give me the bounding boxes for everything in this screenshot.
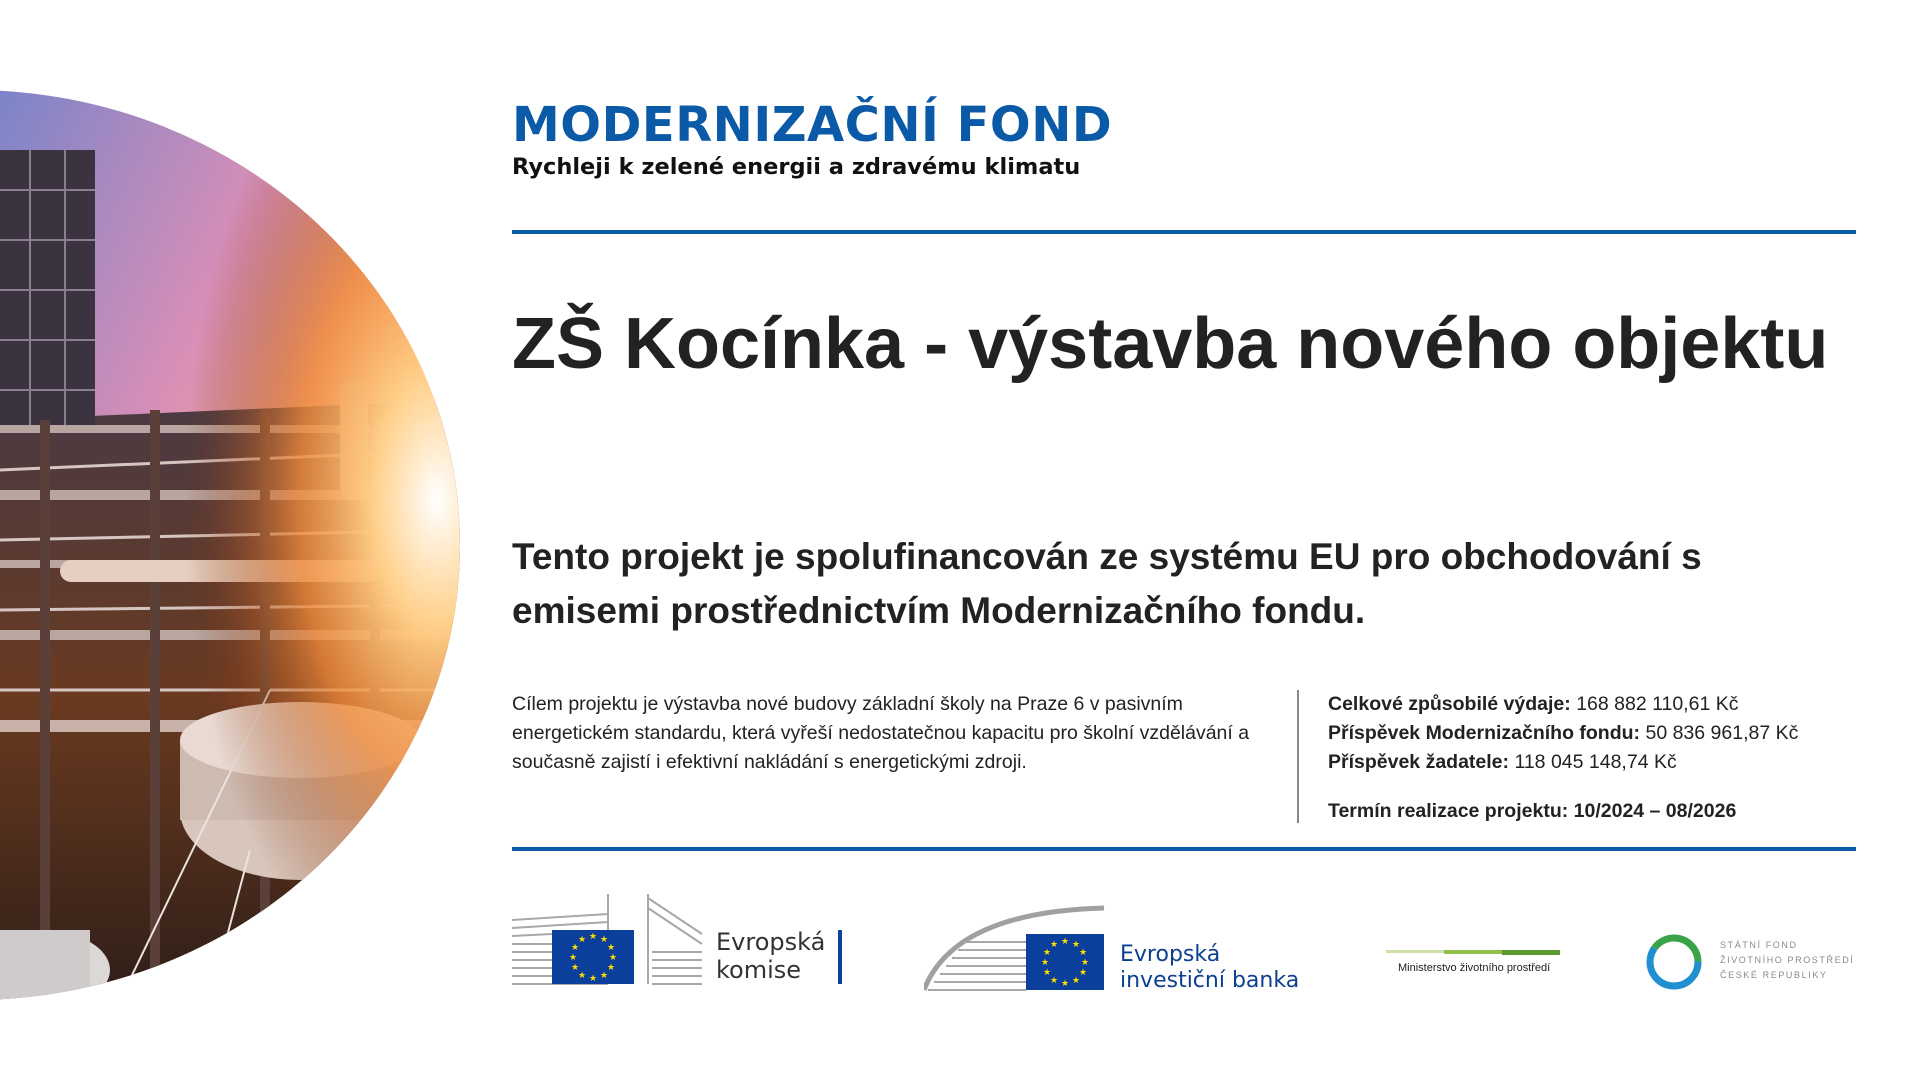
finance-total-label: Celkové způsobilé výdaje: [1328, 693, 1571, 715]
logo-title: MODERNIZAČNÍ FOND [512, 97, 1113, 153]
sfz-name-line2: ŽIVOTNÍHO PROSTŘEDÍ [1720, 955, 1855, 965]
ministry-environment-logo [1386, 950, 1566, 990]
svg-text:★: ★ [606, 963, 616, 973]
svg-text:★: ★ [577, 935, 587, 945]
svg-text:★: ★ [588, 932, 598, 942]
svg-text:★: ★ [1040, 958, 1050, 968]
svg-text:★: ★ [1060, 979, 1070, 989]
project-description: Cílem projektu je výstavba nové budovy základní školy na Praze 6 v pasivním energetickém standardu, která vyřeší nedostatečnou kapacitu pro školní vzdělávání a současně zajistí i efektivní nakládání s energetickými zdroji. [512, 693, 1250, 773]
project-term-label: Termín realizace projektu: [1328, 800, 1569, 822]
european-commission-logo [512, 894, 852, 994]
svg-text:★: ★ [1071, 940, 1081, 950]
svg-text:★: ★ [568, 953, 578, 963]
svg-text:★: ★ [577, 971, 587, 981]
ec-name-line1: Evropská [716, 928, 826, 956]
finance-applicant-label: Příspěvek žadatele: [1328, 751, 1510, 773]
finance-total [1328, 690, 1868, 719]
svg-text:★: ★ [1078, 968, 1088, 978]
sfz-name-line3: ČESKÉ REPUBLIKY [1720, 970, 1828, 980]
finance-total-value: 168 882 110,61 Kč [1576, 693, 1739, 715]
top-divider [512, 230, 1856, 234]
finance-fund-value: 50 836 961,87 Kč [1645, 722, 1799, 744]
svg-text:★: ★ [1071, 976, 1081, 986]
svg-text:★: ★ [599, 971, 609, 981]
finance-applicant [1328, 748, 1868, 777]
finance-block [1328, 690, 1868, 826]
state-environmental-fund-logo [1646, 932, 1856, 992]
hero-photo [0, 90, 460, 1000]
project-subtitle: Tento projekt je spolufinancován ze systému EU pro obchodování s emisemi prostřednictvím Modernizačního fondu. [512, 536, 1702, 631]
bottom-divider [512, 847, 1856, 851]
svg-text:★: ★ [608, 953, 618, 963]
svg-text:★: ★ [570, 943, 580, 953]
project-term-value: 10/2024 – 08/2026 [1573, 800, 1737, 822]
eib-name-line1: Evropská [1120, 942, 1221, 967]
mzp-name: Ministerstvo životního prostředí [1398, 962, 1551, 974]
finance-applicant-value: 118 045 148,74 Kč [1514, 751, 1677, 773]
finance-fund-label: Příspěvek Modernizačního fondu: [1328, 722, 1641, 744]
svg-text:★: ★ [588, 974, 598, 984]
eib-logo [924, 902, 1314, 992]
vertical-divider [1297, 690, 1299, 823]
svg-text:★: ★ [1078, 948, 1088, 958]
eib-name-line2: investiční banka [1120, 968, 1300, 993]
partner-logos [0, 880, 1920, 1010]
svg-text:★: ★ [1049, 976, 1059, 986]
ec-name-line2: komise [716, 956, 802, 984]
svg-text:★: ★ [1049, 940, 1059, 950]
project-term [1328, 797, 1868, 826]
svg-text:★: ★ [1042, 968, 1052, 978]
project-title: ZŠ Kocínka - výstavba nového objektu [512, 304, 1829, 384]
svg-text:★: ★ [570, 963, 580, 973]
logo-tagline: Rychleji k zelené energii a zdravému klimatu [512, 154, 1081, 180]
modernization-fund-logo [512, 98, 1112, 182]
svg-text:★: ★ [1042, 948, 1052, 958]
svg-text:★: ★ [606, 943, 616, 953]
finance-fund [1328, 719, 1868, 748]
sfz-name-line1: STÁTNÍ FOND [1720, 940, 1798, 950]
svg-text:★: ★ [1080, 958, 1090, 968]
svg-text:★: ★ [1060, 937, 1070, 947]
svg-text:★: ★ [599, 935, 609, 945]
